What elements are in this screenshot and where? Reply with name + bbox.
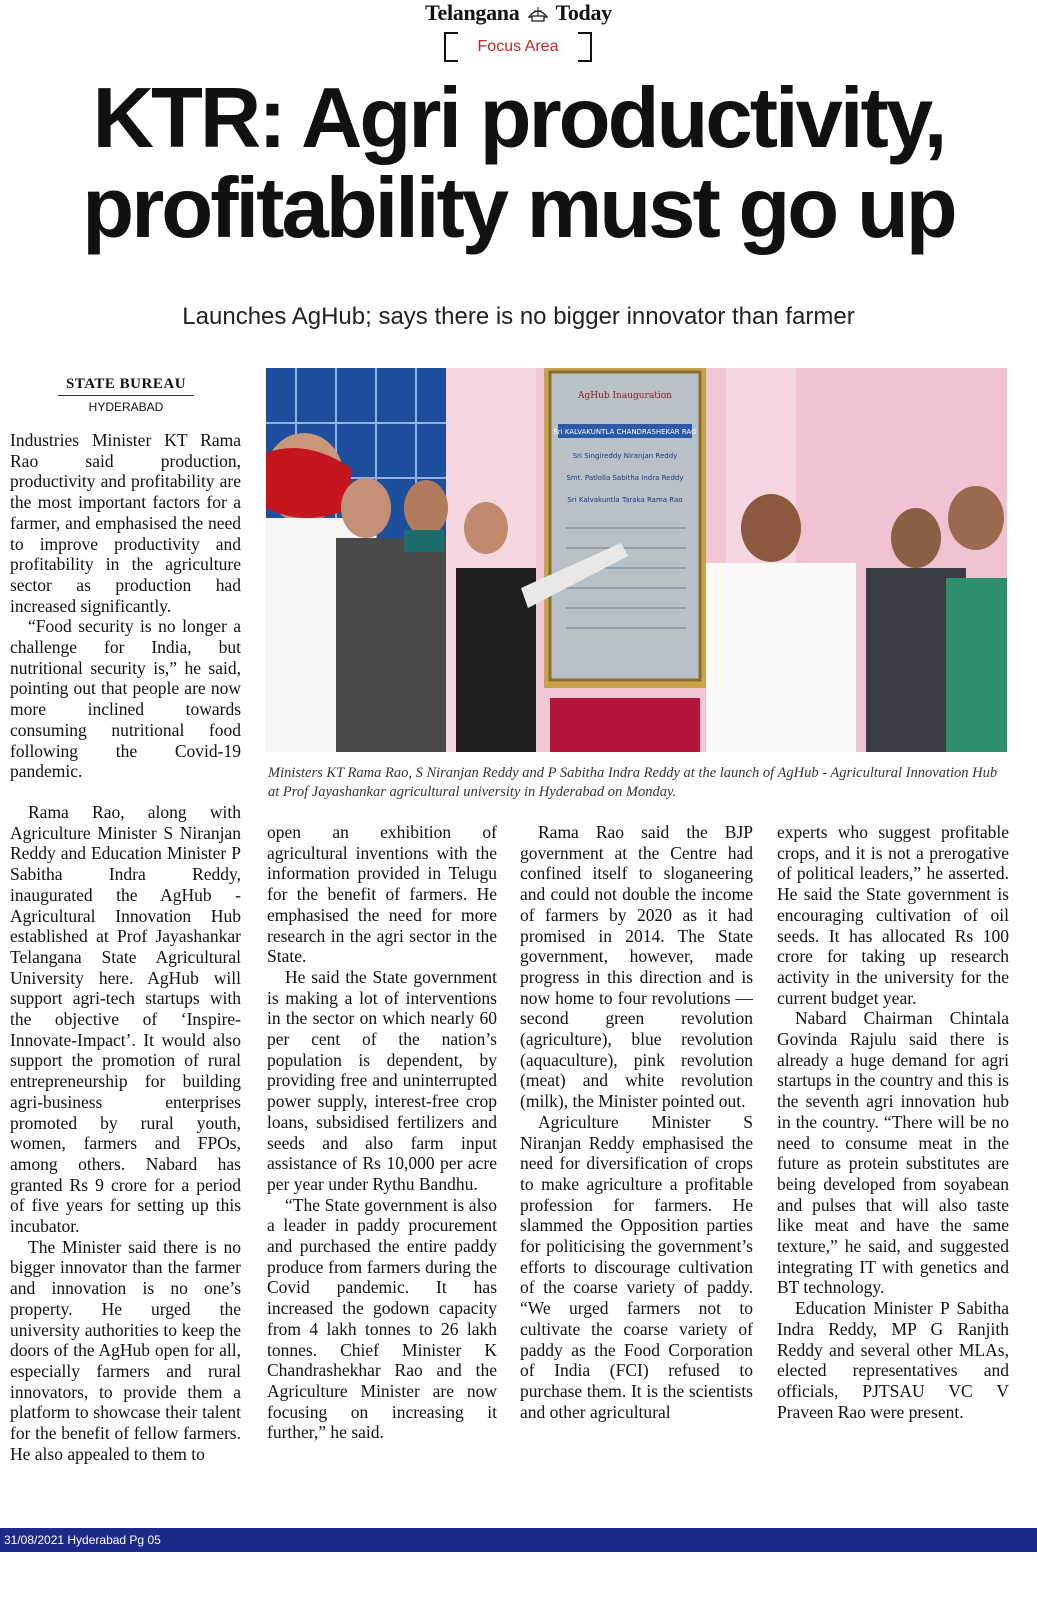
subheadline: Launches AgHub; says there is no bigger innovator than farmer [182,303,855,330]
paragraph: Nabard Chairman Chintala Govinda Rajulu said there is already a huge demand for agri startups in the country and this is the seventh agri innovation hub in the country. “There will be no need to consume meat in the future as protein substitutes are being developed from soyabean and pulses that will also taste like meat and have the same texture,” he said, and suggested integrating IT with genetics and BT technology. [777,1008,1009,1298]
paragraph: experts who suggest profitable crops, and it is not a prerogative of political leaders,” he asserted. He said the State government is encouraging cultivation of oil seeds. It has allocated Rs 100 crore for taking up research activity in the university for the current budget year. [777,822,1009,1008]
news-photo [266,368,1007,752]
article-column-4 [777,822,1009,1422]
paragraph: open an exhibition of agricultural inventions with the information provided in Telugu for the benefit of farmers. He emphasised the need for more research in the agri sector in the State. [267,822,497,967]
headline [30,71,1007,256]
plaque-name-4: Sri Kalvakuntla Taraka Rama Rao [567,496,683,504]
paragraph: He said the State government is making a lot of interventions in the sector on which nearly 60 per cent of the nation’s population is dependent, by providing free and uninterrupted power supply, interest-free crop loans, subsidised fertilizers and seeds and also farm input assistance of Rs 10,000 per acre per year under Rythu Bandhu. [267,966,497,1194]
byline [58,376,194,414]
masthead-right: Today [555,0,612,25]
plaque-name-3: Smt. Patlolla Sabitha Indra Reddy [566,474,684,482]
masthead-left: Telangana [425,0,520,25]
paragraph: Rama Rao, along with Agriculture Minister S Niranjan Reddy and Education Minister P Sabitha Indra Reddy, inaugurated the AgHub - Agricultural Innovation Hub established at Prof Jayashankar Telangana State Agricultural University here. AgHub will support agri-tech startups with the objective of ‘Inspire-Innovate-Impact’. It would also support the promotion of rural entrepreneurship for building agri-business enterprises promoted by rural youth, women, farmers and FPOs, among others. Nabard has granted Rs 9 crore for a period of five years for setting up this incubator. [10,802,241,1237]
photo-caption: Ministers KT Rama Rao, S Niranjan Reddy and P Sabitha Indra Reddy at the launch of AgHub - Agricultural Innovation Hub at Prof Jayashankar agricultural university in Hyderabad on Monday. [268,765,998,800]
headline-line-1: KTR: Agri productivity, [92,71,945,166]
page-footer: 31/08/2021 Hyderabad Pg 05 [0,1528,1037,1552]
plaque-name-1: Sri KALVAKUNTLA CHANDRASHEKAR RAO [553,428,697,436]
plaque-name-2: Sri Singireddy Niranjan Reddy [572,452,678,460]
byline-place: HYDERABAD [88,400,164,414]
masthead [0,0,1037,28]
focus-area-label: Focus Area [444,32,592,62]
news-photo-illustration [266,368,1007,752]
plaque-title: AgHub Inauguration [578,391,672,401]
paragraph: The Minister said there is no bigger innovator than the farmer and innovation is no one’s property. He urged the university authorities to keep the doors of the AgHub open for all, especially farmers and rural innovators, to provide them a platform to showcase their talent for the benefit of fellow farmers. He also appealed to them to [10,1236,241,1464]
article-column-3 [520,822,753,1422]
paragraph: Education Minister P Sabitha Indra Reddy, MP G Ranjith Reddy and several other MLAs, elected representatives and officials, PJTSAU VC V Praveen Rao were present. [777,1298,1009,1422]
paragraph: “Food security is no longer a challenge for India, but nutritional security is,” he said, pointing out that people are now more inclined towards consuming nutritional food following the Covid-19 pandemic. [10,616,241,782]
byline-bureau: STATE BUREAU [58,376,194,396]
paragraph: Rama Rao said the BJP government at the Centre had confined itself to sloganeering and could not double the income of farmers by 2020 as it had promised in 2014. The State government, however, made progress in this direction and is now home to four revolutions — second green revolution (agriculture), blue revolution (aquaculture), pink revolution (meat) and white revolution (milk), the Minister pointed out. [520,822,753,1112]
article-column-2 [267,822,497,1443]
article-column-1-bottom [10,802,241,1465]
article-column-1-top [10,430,241,782]
paragraph: Agriculture Minister S Niranjan Reddy emphasised the need for diversification of crops to make agriculture a profitable profession for farmers. He slammed the Opposition parties for politicising the government’s efforts to discourage cultivation of the coarse variety of paddy. “We urged farmers not to cultivate the coarse variety of paddy as the Food Corporation of India (FCI) refused to purchase them. It is the scientists and other agricultural [520,1111,753,1422]
paragraph: “The State government is also a leader in paddy procurement and purchased the entire paddy produce from farmers during the Covid pandemic. It has increased the godown capacity from 4 lakh tonnes to 26 lakh tonnes. Chief Minister K Chandrashekhar Rao and the Agriculture Minister are now focusing on increasing it further,” he said. [267,1194,497,1443]
headline-line-2: profitability must go up [82,161,955,256]
paragraph: Industries Minister KT Rama Rao said production, productivity and profitability are the most important factors for a farmer, and emphasised the need to improve productivity and profitability in the agriculture sector as production had increased significantly. [10,430,241,616]
telangana-emblem-icon [527,3,549,23]
